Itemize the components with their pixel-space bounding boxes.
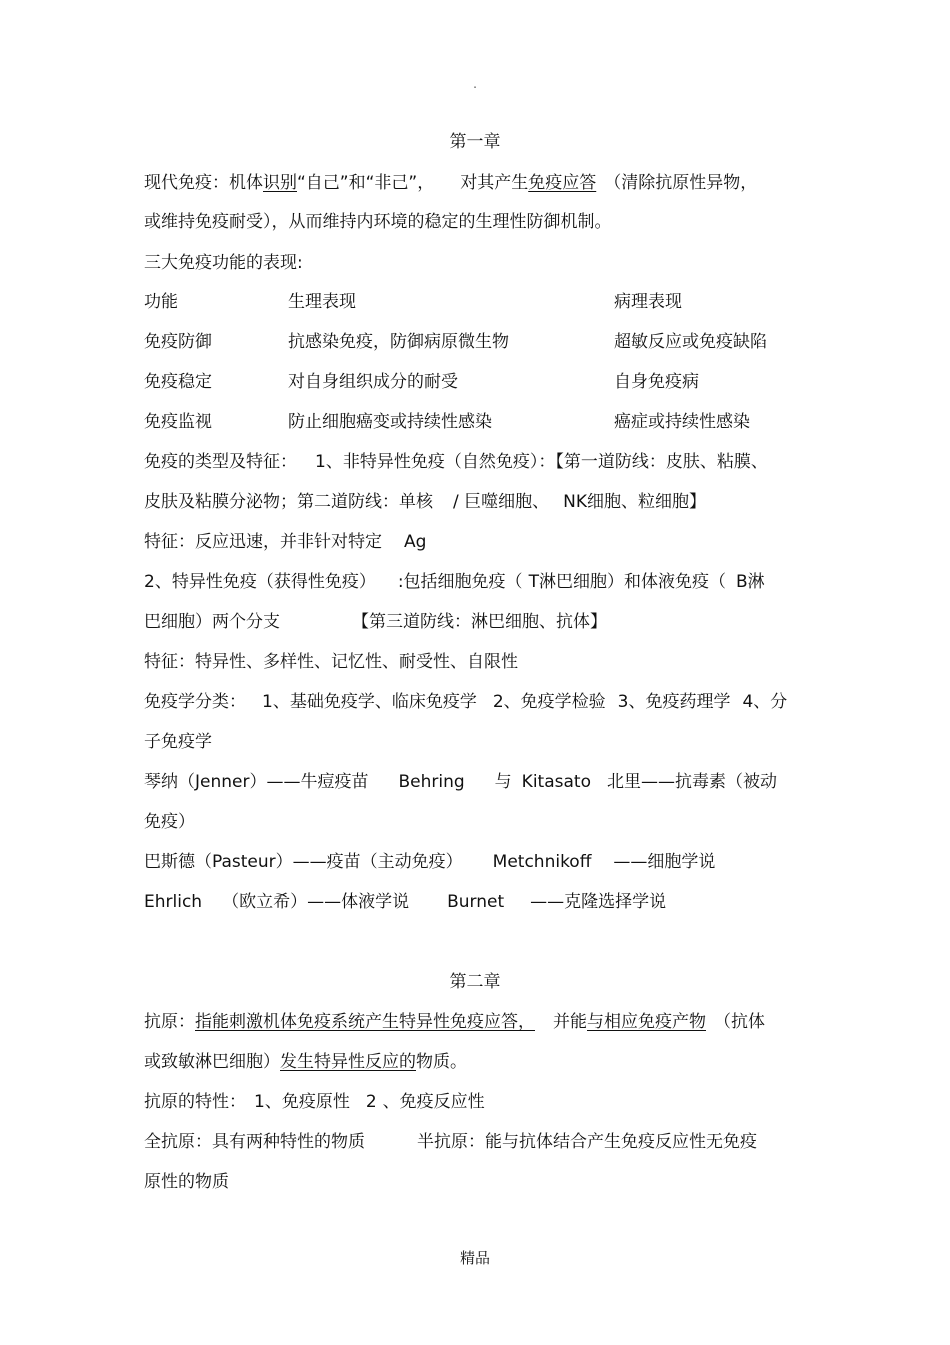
antigen-properties-label: 抗原的特性：	[144, 1092, 246, 1112]
chapter-1-title: 第一章	[449, 132, 501, 152]
history-line-3	[144, 850, 715, 874]
hapten-text: 半抗原：能与抗体结合产生免疫反应性无免疫	[417, 1132, 757, 1152]
history-text: Metchnikoff	[492, 852, 592, 872]
def-underlined-recognize: 识别	[263, 173, 297, 193]
types-line-5	[144, 610, 607, 634]
classification-item: 2、免疫学检验	[492, 692, 606, 712]
classification-item: 3、免疫药理学	[617, 692, 731, 712]
full-antigen-text: 全抗原：具有两种特性的物质	[144, 1132, 365, 1152]
antigen-underlined-text: 与相应免疫产物	[587, 1012, 706, 1032]
history-text: 与	[494, 772, 512, 792]
table-header-physiological: 生理表现	[288, 292, 356, 312]
classification-line-1	[144, 690, 787, 714]
immunity-definition-line-1	[144, 171, 757, 195]
table-cell: 癌症或持续性感染	[614, 412, 750, 432]
types-text: T淋巴细胞）和体液免疫（	[528, 572, 726, 592]
antigen-underlined-text: 发生特异性反应的	[280, 1052, 416, 1072]
table-cell: 对自身组织成分的耐受	[288, 372, 458, 392]
antigen-definition-line-2	[144, 1050, 467, 1074]
history-text: Behring	[398, 772, 465, 792]
table-header-function: 功能	[144, 292, 178, 312]
history-text: ——细胞学说	[613, 852, 716, 872]
history-text: Kitasato	[521, 772, 591, 792]
table-cell: 抗感染免疫，防御病原微生物	[288, 332, 509, 352]
classification-line-2: 子免疫学	[144, 732, 212, 752]
table-cell: 自身免疫病	[614, 372, 699, 392]
table-cell: 超敏反应或免疫缺陷	[614, 332, 767, 352]
footer-label: 精品	[459, 1249, 490, 1267]
antigen-text: 或致敏淋巴细胞）	[144, 1052, 280, 1072]
history-text: 巴斯德（	[144, 852, 212, 872]
history-line-1	[144, 770, 777, 794]
classification-label: 免疫学分类：	[144, 692, 246, 712]
history-text: Jenner）——牛痘疫苗	[195, 772, 369, 792]
types-line-4	[144, 570, 765, 594]
types-text: 1、非特异性免疫（自然免疫）：【第一道防线：皮肤、粘膜、	[315, 452, 768, 472]
table-cell: 免疫监视	[144, 412, 212, 432]
types-text: 皮肤及粘膜分泌物；第二道防线：单核	[144, 492, 433, 512]
history-text: Burnet	[447, 892, 505, 912]
history-text: （欧立希）——体液学说	[222, 892, 410, 912]
def-text: “自己”和“非己”，	[297, 173, 435, 193]
chapter-2-title: 第二章	[449, 972, 501, 992]
antigen-property: 2	[365, 1092, 377, 1112]
history-text: 琴纳（	[144, 772, 195, 792]
history-text: Pasteur）——疫苗（主动免疫）	[212, 852, 463, 872]
classification-item: 4、分	[742, 692, 788, 712]
header-dot: .	[473, 77, 477, 91]
antigen-label: 抗原：	[144, 1012, 195, 1032]
functions-title: 三大免疫功能的表现:	[144, 253, 303, 273]
table-header-pathological: 病理表现	[614, 292, 682, 312]
antigen-property: 、免疫反应性	[382, 1092, 485, 1112]
types-line-6: 特征：特异性、多样性、记忆性、耐受性、自限性	[144, 652, 518, 672]
types-text: 【第三道防线：淋巴细胞、抗体】	[352, 612, 607, 632]
types-line-3	[144, 530, 426, 554]
classification-item: 1、基础免疫学、临床免疫学	[262, 692, 477, 712]
types-line-1	[144, 450, 768, 474]
types-text: / 巨噬细胞、	[453, 492, 550, 512]
antigen-underlined-text: 指能刺激机体免疫系统产生特异性免疫应答，	[195, 1012, 535, 1032]
types-label: 免疫的类型及特征：	[144, 452, 297, 472]
table-cell: 免疫稳定	[144, 372, 212, 392]
antigen-text: （抗体	[714, 1012, 765, 1032]
antigen-properties-line	[144, 1090, 485, 1114]
history-text: ——克隆选择学说	[530, 892, 667, 912]
def-text: （清除抗原性异物，	[604, 173, 758, 193]
def-text: 对其产生	[460, 173, 529, 193]
types-text: 2、特异性免疫（获得性免疫）	[144, 572, 376, 592]
types-text: B淋	[735, 572, 765, 592]
full-antigen-line-1	[144, 1130, 757, 1154]
history-text: Ehrlich	[144, 892, 203, 912]
history-line-4	[144, 890, 666, 914]
antigen-property: 1、免疫原性	[254, 1092, 350, 1112]
antigen-text: 并能	[553, 1012, 587, 1032]
table-cell: 防止细胞癌变或持续性感染	[288, 412, 492, 432]
types-text: Ag	[404, 532, 427, 552]
history-line-2: 免疫）	[144, 812, 195, 832]
antigen-text: 物质。	[416, 1052, 467, 1072]
types-line-2	[144, 490, 706, 514]
table-cell: 免疫防御	[144, 332, 212, 352]
types-text: 巴细胞）两个分支	[144, 612, 280, 632]
def-text: 现代免疫：机体	[144, 173, 263, 193]
types-text: 特征：反应迅速，并非针对特定	[144, 532, 382, 552]
def-underlined-response: 免疫应答	[528, 173, 597, 193]
antigen-definition-line-1	[144, 1010, 765, 1034]
immunity-definition-line-2: 或维持免疫耐受），从而维持内环境的稳定的生理性防御机制。	[144, 212, 612, 232]
types-text: :包括细胞免疫（	[397, 572, 523, 592]
history-text: 北里——抗毒素（被动	[606, 772, 777, 792]
types-text: NK细胞、粒细胞】	[563, 492, 707, 512]
full-antigen-line-2: 原性的物质	[144, 1172, 229, 1192]
